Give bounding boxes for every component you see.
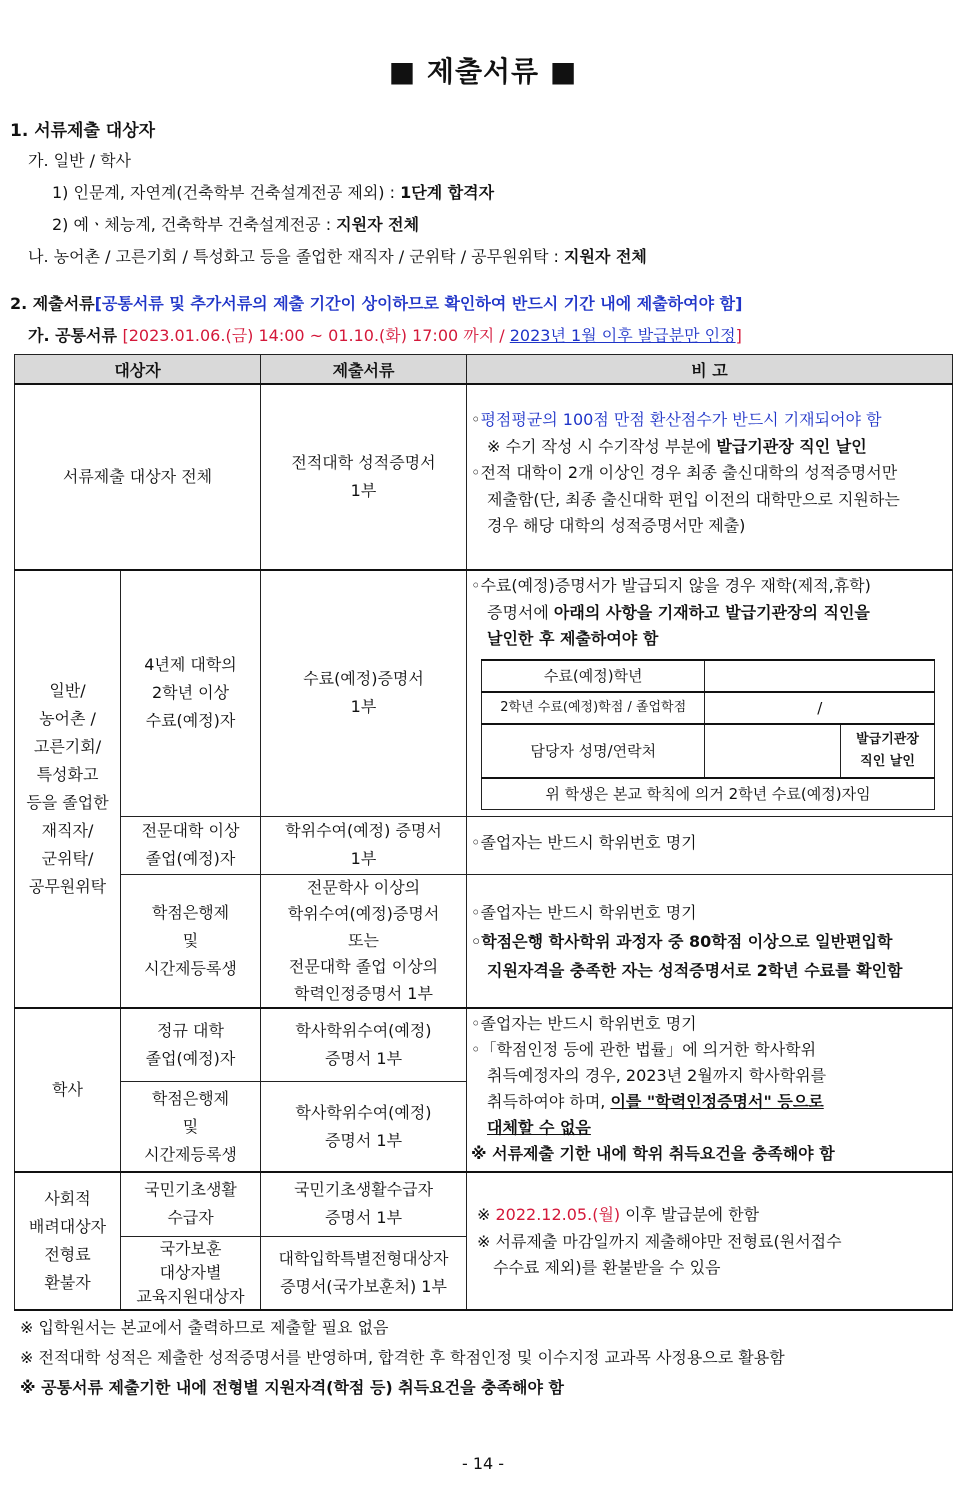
- row6-sub: 학점은행제 및 시간제등록생: [121, 1082, 261, 1172]
- completion-form-table: [481, 659, 935, 810]
- row3-sub: 전문대학 이상 졸업(예정)자: [121, 816, 261, 874]
- documents-table: [14, 354, 953, 1311]
- form-seal: 발급기관장 직인 날인: [841, 724, 935, 778]
- footnote-1: ※ 입학원서는 본교에서 출력하므로 제출할 필요 없음: [20, 1318, 389, 1337]
- group3-target: 사회적 배려대상자 전형료 환불자: [15, 1172, 121, 1310]
- section1-item1: 1) 인문계, 자연계(건축학부 건축설계전공 제외) : 1단계 합격자: [52, 183, 495, 202]
- row7-sub: 국민기초생활 수급자: [121, 1172, 261, 1236]
- group3-remark: ※ 2022.12.05.(월) 이후 발급분에 한함 ※ 서류제출 마감일까지 제출해야만 전형료(원서접수 수수료 제외)를 환불받을 수 있음: [467, 1172, 953, 1310]
- section1-item2: 2) 예ㆍ체능계, 건축학부 건축설계전공 : 지원자 전체: [52, 215, 420, 234]
- group2-target: 학사: [15, 1008, 121, 1172]
- header-target: 대상자: [15, 355, 261, 385]
- form-contact-label: 담당자 성명/연락처: [482, 724, 705, 778]
- row4-sub: 학점은행제 및 시간제등록생: [121, 874, 261, 1008]
- row7-doc: 국민기초생활수급자 증명서 1부: [261, 1172, 467, 1236]
- section2-ga: 가. 공통서류 [2023.01.06.(금) 14:00 ~ 01.10.(화) 17:00 까지 / 2023년 1월 이후 발급분만 인정]: [28, 326, 742, 345]
- form-grade-label: 수료(예정)학년: [482, 660, 705, 692]
- row1-doc: 전적대학 성적증명서 1부: [261, 384, 467, 570]
- row1-target: 서류제출 대상자 전체: [15, 384, 261, 570]
- form-credit-label: 2학년 수료(예정)학점 / 졸업학점: [482, 692, 705, 724]
- page-title: ■ 제출서류 ■: [388, 55, 578, 88]
- row6-doc: 학사학위수여(예정) 증명서 1부: [261, 1082, 467, 1172]
- footnote-2: ※ 전적대학 성적은 제출한 성적증명서를 반영하며, 합격한 후 학점인정 및 이수지정 교과목 사정용으로 활용함: [20, 1348, 785, 1367]
- row2-doc: 수료(예정)증명서 1부: [261, 570, 467, 816]
- row4-remark: ◦졸업자는 반드시 학위번호 명기 ◦학점은행 학사학위 과정자 중 80학점 이상으로 일반편입학 지원자격을 충족한 자는 성적증명서로 2학년 수료를 확인함: [467, 874, 953, 1008]
- row2-sub: 4년제 대학의 2학년 이상 수료(예정)자: [121, 570, 261, 816]
- row3-remark: ◦졸업자는 반드시 학위번호 명기: [467, 816, 953, 874]
- page-number: - 14 -: [461, 1454, 505, 1473]
- row3-doc: 학위수여(예정) 증명서 1부: [261, 816, 467, 874]
- row2-remark: ◦수료(예정)증명서가 발급되지 않을 경우 재학(제적,휴학) 증명서에 아래의 사항을 기재하고 발급기관장의 직인을 날인한 후 제출하여야 함 수료(예정)학년 2학년 수료(예정)학점 / 졸업학점 / 담당자 성명/연락처 발급기관장 직인 날인 위 학생은 본교 학칙에 의거 2학년 수료(예정)자임: [467, 570, 953, 816]
- row1-remark: ◦평점평균의 100점 만점 환산점수가 반드시 기재되어야 함 ※ 수기 작성 시 수기작성 부분에 발급기관장 직인 날인 ◦전적 대학이 2개 이상인 경우 최종 출신대학의 성적증명서만 제출함(단, 최종 출신대학 편입 이전의 대학만으로 지원하는 경우 해당 대학의 성적증명서만 제출): [467, 384, 953, 570]
- group2-remark: ◦졸업자는 반드시 학위번호 명기 ◦「학점인정 등에 관한 법률」에 의거한 학사학위 취득예정자의 경우, 2023년 2월까지 학사학위를 취득하여야 하며, 이를 "학력인정증명서" 등으로 대체할 수 없음 ※ 서류제출 기한 내에 학위 취득요건을 충족해야 함: [467, 1008, 953, 1172]
- section1-ga: 가. 일반 / 학사: [28, 151, 132, 170]
- row8-doc: 대학입학특별전형대상자 증명서(국가보훈처) 1부: [261, 1236, 467, 1310]
- row5-doc: 학사학위수여(예정) 증명서 1부: [261, 1008, 467, 1082]
- header-documents: 제출서류: [261, 355, 467, 385]
- row4-doc: 전문학사 이상의 학위수여(예정)증명서 또는 전문대학 졸업 이상의 학력인정증명서 1부: [261, 874, 467, 1008]
- section1-heading: 1. 서류제출 대상자: [10, 121, 156, 141]
- section2-heading: 2. 제출서류[공통서류 및 추가서류의 제출 기간이 상이하므로 확인하여 반드시 기간 내에 제출하여야 함]: [10, 294, 743, 313]
- form-statement: 위 학생은 본교 학칙에 의거 2학년 수료(예정)자임: [482, 778, 935, 810]
- row8-sub: 국가보훈 대상자별 교육지원대상자: [121, 1236, 261, 1310]
- footnote-3: ※ 공통서류 제출기한 내에 전형별 지원자격(학점 등) 취득요건을 충족해야 함: [20, 1378, 564, 1397]
- section1-na: 나. 농어촌 / 고른기회 / 특성화고 등을 졸업한 재직자 / 군위탁 / 공무원위탁 : 지원자 전체: [28, 247, 647, 266]
- row5-sub: 정규 대학 졸업(예정)자: [121, 1008, 261, 1082]
- group1-target: 일반/ 농어촌 / 고른기회/ 특성화고 등을 졸업한 재직자/ 군위탁/ 공무원위탁: [15, 570, 121, 1008]
- form-credit-value: /: [705, 692, 935, 724]
- header-remarks: 비 고: [467, 355, 953, 385]
